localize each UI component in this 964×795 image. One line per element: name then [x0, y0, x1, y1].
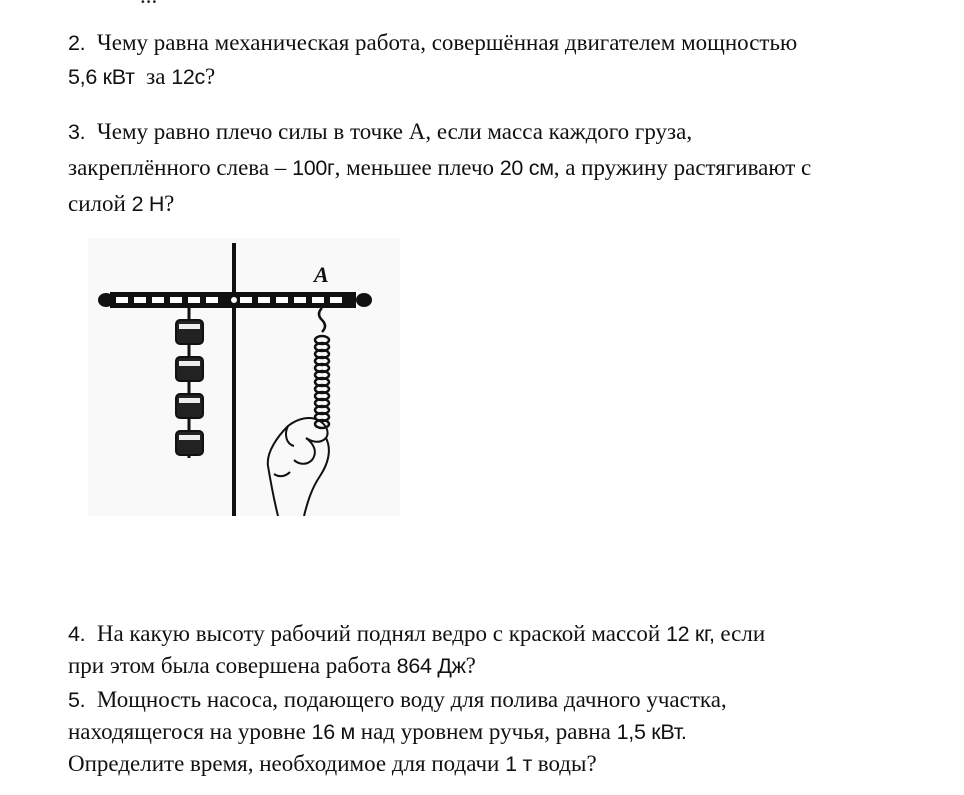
- arm-value: 20 см: [499, 156, 554, 180]
- problem-3-line-2: закреплённого слева – 100г, меньшее плечо 20 см, а пружину растягивают с: [68, 155, 812, 180]
- problem-3: [68, 114, 918, 222]
- problem-5-line-3: Определите время, необходимое для подачи 1 т воды?: [68, 751, 597, 776]
- force-value: 2 Н: [131, 192, 165, 216]
- mass-value: 1 т: [505, 752, 533, 776]
- power-value: 5,6 кВт: [68, 65, 135, 89]
- pivot: [231, 297, 237, 303]
- problem-number: 3.: [68, 120, 86, 144]
- problem-2-line-2: 5,6 кВт за 12с?: [68, 64, 216, 89]
- height-value: 16 м: [311, 720, 356, 744]
- problem-number: 5.: [68, 688, 86, 712]
- problem-5-line-1: 5. Мощность насоса, подающего воду для полива дачного участка,: [68, 687, 727, 712]
- problem-2-line-1: 2. Чему равна механическая работа, совершённая двигателем мощностью: [68, 30, 798, 55]
- problem-number: 2.: [68, 31, 86, 55]
- cut-off-text-fragment: [140, 0, 157, 6]
- figure-background: [88, 238, 400, 516]
- point-a-label: A: [314, 262, 329, 287]
- problem-4-line-1: 4. На какую высоту рабочий поднял ведро с краской массой 12 кг, если: [68, 621, 766, 646]
- power-value: 1,5 кВт.: [616, 720, 687, 744]
- lever-diagram: [88, 238, 400, 516]
- problem-5: [68, 684, 918, 780]
- lever-right-end: [356, 293, 372, 307]
- mass-value: 12 кг,: [665, 622, 715, 646]
- problem-3-line-1: 3. Чему равно плечо силы в точке А, если масса каждого груза,: [68, 119, 693, 144]
- problem-4-line-2: при этом была совершена работа 864 Дж?: [68, 653, 476, 678]
- time-value: 12с: [171, 65, 205, 89]
- problem-5-line-2: находящегося на уровне 16 м над уровнем ручья, равна 1,5 кВт.: [68, 719, 687, 744]
- problem-2: [68, 26, 918, 94]
- lever-figure: [88, 238, 400, 516]
- problem-number: 4.: [68, 622, 86, 646]
- problem-4: [68, 618, 918, 682]
- lever-left-end: [98, 293, 114, 307]
- problem-3-line-3: силой 2 Н?: [68, 191, 175, 216]
- mass-value: 100г: [292, 156, 335, 180]
- work-value: 864 Дж: [396, 654, 466, 678]
